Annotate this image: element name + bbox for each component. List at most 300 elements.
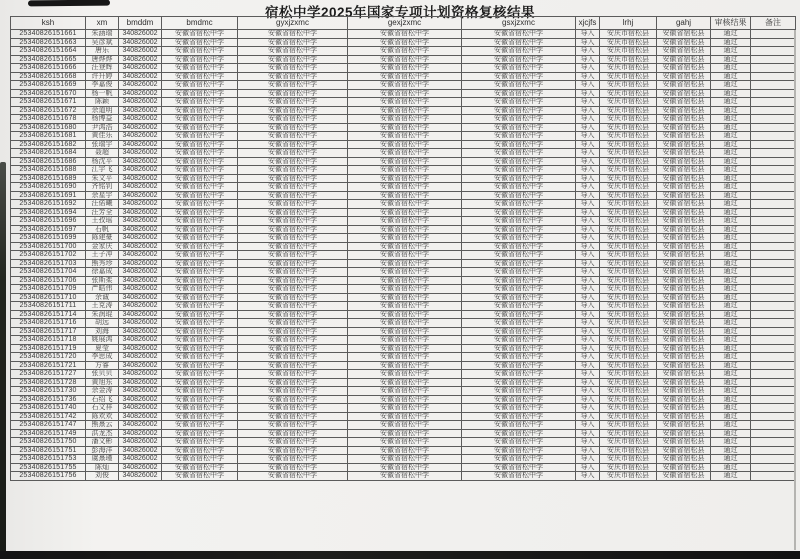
cell-ksh: 25340826151756 <box>11 472 86 481</box>
cell-gyxjzxmc: 安徽省宿松中学 <box>238 225 348 234</box>
cell-gsxjzxmc: 安徽省宿松中学 <box>462 140 576 149</box>
cell-bmdmc: 安徽省宿松中学 <box>162 429 238 438</box>
cell-xjcjfs: 导入 <box>576 361 600 370</box>
cell-xjcjfs: 导入 <box>576 200 600 209</box>
scan-right-edge-line <box>794 30 796 550</box>
cell-bmddm: 340826002 <box>119 81 162 90</box>
scan-bottom-edge-artifact <box>0 551 800 559</box>
cell-gahj: 安徽省宿松县 <box>657 276 711 285</box>
cell-gyxjzxmc: 安徽省宿松中学 <box>238 217 348 226</box>
cell-bmdmc: 安徽省宿松中学 <box>162 336 238 345</box>
table-row <box>11 251 796 260</box>
cell-lrhj: 安庆市宿松县 <box>600 217 657 226</box>
cell-shjg: 通过 <box>711 38 751 47</box>
cell-xm: 姚展鸿 <box>86 336 119 345</box>
cell-lrhj: 安庆市宿松县 <box>600 395 657 404</box>
cell-gahj: 安徽省宿松县 <box>657 327 711 336</box>
cell-gsxjzxmc: 安徽省宿松中学 <box>462 123 576 132</box>
cell-gyxjzxmc: 安徽省宿松中学 <box>238 421 348 430</box>
cell-gyxjzxmc: 安徽省宿松中学 <box>238 234 348 243</box>
cell-bmdmc: 安徽省宿松中学 <box>162 30 238 39</box>
cell-bz <box>751 370 796 379</box>
cell-xjcjfs: 导入 <box>576 327 600 336</box>
cell-gahj: 安徽省宿松县 <box>657 412 711 421</box>
cell-ksh: 25340826151678 <box>11 115 86 124</box>
cell-ksh: 25340826151719 <box>11 344 86 353</box>
table-row <box>11 89 796 98</box>
cell-bmdmc: 安徽省宿松中学 <box>162 412 238 421</box>
column-header-xjcjfs: xjcjfs <box>576 17 600 30</box>
cell-gsxjzxmc: 安徽省宿松中学 <box>462 421 576 430</box>
cell-gexjzxmc: 安徽省宿松中学 <box>348 412 462 421</box>
cell-lrhj: 安庆市宿松县 <box>600 157 657 166</box>
cell-bz <box>751 166 796 175</box>
cell-gyxjzxmc: 安徽省宿松中学 <box>238 429 348 438</box>
cell-bmddm: 340826002 <box>119 98 162 107</box>
cell-lrhj: 安庆市宿松县 <box>600 64 657 73</box>
cell-ksh: 25340826151663 <box>11 38 86 47</box>
cell-ksh: 25340826151755 <box>11 463 86 472</box>
cell-bmddm: 340826002 <box>119 251 162 260</box>
cell-ksh: 25340826151692 <box>11 200 86 209</box>
cell-xjcjfs: 导入 <box>576 378 600 387</box>
column-header-shjg: 审核结果 <box>711 17 751 30</box>
column-header-gexjzxmc: gexjzxmc <box>348 17 462 30</box>
cell-gexjzxmc: 安徽省宿松中学 <box>348 421 462 430</box>
cell-gexjzxmc: 安徽省宿松中学 <box>348 336 462 345</box>
cell-gsxjzxmc: 安徽省宿松中学 <box>462 132 576 141</box>
cell-gyxjzxmc: 安徽省宿松中学 <box>238 81 348 90</box>
cell-xjcjfs: 导入 <box>576 89 600 98</box>
cell-lrhj: 安庆市宿松县 <box>600 302 657 311</box>
cell-ksh: 25340826151680 <box>11 123 86 132</box>
cell-bmddm: 340826002 <box>119 268 162 277</box>
table-row <box>11 72 796 81</box>
cell-xjcjfs: 导入 <box>576 438 600 447</box>
cell-gexjzxmc: 安徽省宿松中学 <box>348 123 462 132</box>
cell-gahj: 安徽省宿松县 <box>657 72 711 81</box>
table-row <box>11 174 796 183</box>
cell-gsxjzxmc: 安徽省宿松中学 <box>462 268 576 277</box>
cell-gahj: 安徽省宿松县 <box>657 438 711 447</box>
table-row <box>11 285 796 294</box>
cell-lrhj: 安庆市宿松县 <box>600 149 657 158</box>
cell-lrhj: 安庆市宿松县 <box>600 404 657 413</box>
cell-shjg: 通过 <box>711 55 751 64</box>
scan-smudge-artifact <box>28 0 110 6</box>
cell-bmdmc: 安徽省宿松中学 <box>162 157 238 166</box>
cell-ksh: 25340826151749 <box>11 429 86 438</box>
cell-gahj: 安徽省宿松县 <box>657 38 711 47</box>
cell-xm: 刘海 <box>86 327 119 336</box>
cell-ksh: 25340826151696 <box>11 217 86 226</box>
cell-gahj: 安徽省宿松县 <box>657 378 711 387</box>
cell-xm: 杨沈平 <box>86 157 119 166</box>
cell-gexjzxmc: 安徽省宿松中学 <box>348 106 462 115</box>
cell-bz <box>751 89 796 98</box>
cell-bmddm: 340826002 <box>119 234 162 243</box>
cell-gexjzxmc: 安徽省宿松中学 <box>348 47 462 56</box>
cell-xm: 许升婷 <box>86 72 119 81</box>
cell-bmdmc: 安徽省宿松中学 <box>162 268 238 277</box>
cell-gyxjzxmc: 安徽省宿松中学 <box>238 463 348 472</box>
cell-lrhj: 安庆市宿松县 <box>600 344 657 353</box>
cell-xjcjfs: 导入 <box>576 98 600 107</box>
cell-bz <box>751 81 796 90</box>
cell-ksh: 25340826151717 <box>11 327 86 336</box>
cell-xm: 余道明 <box>86 106 119 115</box>
cell-bmdmc: 安徽省宿松中学 <box>162 302 238 311</box>
cell-ksh: 25340826151747 <box>11 421 86 430</box>
table-row <box>11 412 796 421</box>
cell-gahj: 安徽省宿松县 <box>657 429 711 438</box>
cell-xjcjfs: 导入 <box>576 174 600 183</box>
cell-xjcjfs: 导入 <box>576 106 600 115</box>
cell-shjg: 通过 <box>711 234 751 243</box>
cell-gsxjzxmc: 安徽省宿松中学 <box>462 319 576 328</box>
cell-xm: 李嘉俊 <box>86 81 119 90</box>
cell-gahj: 安徽省宿松县 <box>657 302 711 311</box>
cell-bmdmc: 安徽省宿松中学 <box>162 463 238 472</box>
cell-gsxjzxmc: 安徽省宿松中学 <box>462 64 576 73</box>
cell-bmddm: 340826002 <box>119 361 162 370</box>
cell-bmddm: 340826002 <box>119 89 162 98</box>
cell-bz <box>751 463 796 472</box>
cell-xjcjfs: 导入 <box>576 191 600 200</box>
cell-bmddm: 340826002 <box>119 259 162 268</box>
cell-bmddm: 340826002 <box>119 123 162 132</box>
cell-gyxjzxmc: 安徽省宿松中学 <box>238 157 348 166</box>
cell-xm: 尹鸿浩 <box>86 123 119 132</box>
cell-bmdmc: 安徽省宿松中学 <box>162 404 238 413</box>
cell-ksh: 25340826151714 <box>11 310 86 319</box>
cell-xjcjfs: 导入 <box>576 157 600 166</box>
cell-xm: 陈灿 <box>86 463 119 472</box>
cell-xm: 潘文彬 <box>86 438 119 447</box>
cell-bmdmc: 安徽省宿松中学 <box>162 378 238 387</box>
cell-lrhj: 安庆市宿松县 <box>600 455 657 464</box>
cell-lrhj: 安庆市宿松县 <box>600 81 657 90</box>
cell-bz <box>751 268 796 277</box>
cell-ksh: 25340826151704 <box>11 268 86 277</box>
cell-bmdmc: 安徽省宿松中学 <box>162 242 238 251</box>
cell-gsxjzxmc: 安徽省宿松中学 <box>462 166 576 175</box>
cell-ksh: 25340826151681 <box>11 132 86 141</box>
cell-gsxjzxmc: 安徽省宿松中学 <box>462 378 576 387</box>
table-row <box>11 378 796 387</box>
cell-bz <box>751 361 796 370</box>
cell-gsxjzxmc: 安徽省宿松中学 <box>462 446 576 455</box>
cell-gexjzxmc: 安徽省宿松中学 <box>348 268 462 277</box>
table-row <box>11 64 796 73</box>
cell-gyxjzxmc: 安徽省宿松中学 <box>238 387 348 396</box>
page-title: 宿松中学2025年国家专项计划资格复核结果 <box>264 5 536 20</box>
cell-bmddm: 340826002 <box>119 72 162 81</box>
cell-ksh: 25340826151740 <box>11 404 86 413</box>
cell-bmddm: 340826002 <box>119 412 162 421</box>
cell-xm: 陈建豪 <box>86 234 119 243</box>
cell-gexjzxmc: 安徽省宿松中学 <box>348 285 462 294</box>
cell-ksh: 25340826151720 <box>11 353 86 362</box>
cell-gsxjzxmc: 安徽省宿松中学 <box>462 429 576 438</box>
cell-lrhj: 安庆市宿松县 <box>600 191 657 200</box>
cell-bz <box>751 336 796 345</box>
cell-lrhj: 安庆市宿松县 <box>600 438 657 447</box>
table-row <box>11 438 796 447</box>
cell-bmddm: 340826002 <box>119 310 162 319</box>
cell-shjg: 通过 <box>711 123 751 132</box>
cell-gahj: 安徽省宿松县 <box>657 353 711 362</box>
cell-bz <box>751 225 796 234</box>
cell-bz <box>751 293 796 302</box>
cell-bmddm: 340826002 <box>119 276 162 285</box>
cell-gyxjzxmc: 安徽省宿松中学 <box>238 64 348 73</box>
cell-gsxjzxmc: 安徽省宿松中学 <box>462 259 576 268</box>
column-header-ksh: ksh <box>11 17 86 30</box>
cell-gyxjzxmc: 安徽省宿松中学 <box>238 276 348 285</box>
cell-xjcjfs: 导入 <box>576 310 600 319</box>
cell-xjcjfs: 导入 <box>576 123 600 132</box>
cell-gyxjzxmc: 安徽省宿松中学 <box>238 344 348 353</box>
cell-gyxjzxmc: 安徽省宿松中学 <box>238 404 348 413</box>
cell-gahj: 安徽省宿松县 <box>657 251 711 260</box>
table-row <box>11 370 796 379</box>
cell-gahj: 安徽省宿松县 <box>657 387 711 396</box>
cell-gahj: 安徽省宿松县 <box>657 421 711 430</box>
cell-xjcjfs: 导入 <box>576 370 600 379</box>
cell-bz <box>751 208 796 217</box>
table-row <box>11 242 796 251</box>
cell-gexjzxmc: 安徽省宿松中学 <box>348 174 462 183</box>
cell-gyxjzxmc: 安徽省宿松中学 <box>238 259 348 268</box>
cell-xjcjfs: 导入 <box>576 404 600 413</box>
cell-bmddm: 340826002 <box>119 191 162 200</box>
cell-gyxjzxmc: 安徽省宿松中学 <box>238 455 348 464</box>
cell-bmddm: 340826002 <box>119 149 162 158</box>
cell-bmdmc: 安徽省宿松中学 <box>162 38 238 47</box>
cell-bz <box>751 353 796 362</box>
cell-gsxjzxmc: 安徽省宿松中学 <box>462 234 576 243</box>
cell-xjcjfs: 导入 <box>576 166 600 175</box>
cell-gsxjzxmc: 安徽省宿松中学 <box>462 191 576 200</box>
cell-bmdmc: 安徽省宿松中学 <box>162 47 238 56</box>
cell-bmdmc: 安徽省宿松中学 <box>162 217 238 226</box>
cell-bmdmc: 安徽省宿松中学 <box>162 344 238 353</box>
cell-shjg: 通过 <box>711 217 751 226</box>
cell-bmddm: 340826002 <box>119 217 162 226</box>
cell-gyxjzxmc: 安徽省宿松中学 <box>238 353 348 362</box>
table-row <box>11 446 796 455</box>
cell-gsxjzxmc: 安徽省宿松中学 <box>462 225 576 234</box>
cell-bmdmc: 安徽省宿松中学 <box>162 446 238 455</box>
cell-shjg: 通过 <box>711 47 751 56</box>
cell-gahj: 安徽省宿松县 <box>657 183 711 192</box>
cell-gahj: 安徽省宿松县 <box>657 81 711 90</box>
cell-gsxjzxmc: 安徽省宿松中学 <box>462 72 576 81</box>
cell-gahj: 安徽省宿松县 <box>657 89 711 98</box>
cell-gahj: 安徽省宿松县 <box>657 157 711 166</box>
cell-bz <box>751 217 796 226</box>
cell-gyxjzxmc: 安徽省宿松中学 <box>238 293 348 302</box>
cell-lrhj: 安庆市宿松县 <box>600 293 657 302</box>
cell-xm: 唐烨烨 <box>86 55 119 64</box>
cell-bmdmc: 安徽省宿松中学 <box>162 421 238 430</box>
cell-bz <box>751 472 796 481</box>
cell-gexjzxmc: 安徽省宿松中学 <box>348 115 462 124</box>
cell-ksh: 25340826151682 <box>11 140 86 149</box>
cell-shjg: 通过 <box>711 251 751 260</box>
cell-gyxjzxmc: 安徽省宿松中学 <box>238 174 348 183</box>
cell-bz <box>751 191 796 200</box>
cell-gsxjzxmc: 安徽省宿松中学 <box>462 217 576 226</box>
cell-xjcjfs: 导入 <box>576 285 600 294</box>
cell-shjg: 通过 <box>711 106 751 115</box>
table-row <box>11 395 796 404</box>
cell-shjg: 通过 <box>711 285 751 294</box>
cell-gahj: 安徽省宿松县 <box>657 395 711 404</box>
cell-xm: 洪龙杰 <box>86 429 119 438</box>
cell-gsxjzxmc: 安徽省宿松中学 <box>462 361 576 370</box>
table-row <box>11 472 796 481</box>
cell-bmddm: 340826002 <box>119 225 162 234</box>
cell-xm: 江宇飞 <box>86 166 119 175</box>
table-row <box>11 140 796 149</box>
cell-ksh: 25340826151661 <box>11 30 86 39</box>
cell-gyxjzxmc: 安徽省宿松中学 <box>238 378 348 387</box>
cell-shjg: 通过 <box>711 353 751 362</box>
cell-gyxjzxmc: 安徽省宿松中学 <box>238 191 348 200</box>
cell-lrhj: 安庆市宿松县 <box>600 310 657 319</box>
cell-xjcjfs: 导入 <box>576 336 600 345</box>
cell-shjg: 通过 <box>711 446 751 455</box>
cell-xjcjfs: 导入 <box>576 259 600 268</box>
cell-gyxjzxmc: 安徽省宿松中学 <box>238 132 348 141</box>
cell-xm: 汪偌曦 <box>86 200 119 209</box>
cell-gyxjzxmc: 安徽省宿松中学 <box>238 47 348 56</box>
cell-shjg: 通过 <box>711 319 751 328</box>
cell-gexjzxmc: 安徽省宿松中学 <box>348 319 462 328</box>
cell-shjg: 通过 <box>711 259 751 268</box>
cell-bmddm: 340826002 <box>119 200 162 209</box>
cell-xjcjfs: 导入 <box>576 64 600 73</box>
table-row <box>11 268 796 277</box>
cell-xm: 陈欢欢 <box>86 412 119 421</box>
cell-bz <box>751 183 796 192</box>
cell-bmdmc: 安徽省宿松中学 <box>162 64 238 73</box>
cell-ksh: 25340826151751 <box>11 446 86 455</box>
cell-gahj: 安徽省宿松县 <box>657 123 711 132</box>
cell-xjcjfs: 导入 <box>576 353 600 362</box>
cell-gsxjzxmc: 安徽省宿松中学 <box>462 115 576 124</box>
cell-xm: 朱涵瑞 <box>86 30 119 39</box>
cell-xjcjfs: 导入 <box>576 276 600 285</box>
cell-gsxjzxmc: 安徽省宿松中学 <box>462 438 576 447</box>
cell-xm: 方睿 <box>86 361 119 370</box>
cell-shjg: 通过 <box>711 200 751 209</box>
cell-shjg: 通过 <box>711 276 751 285</box>
cell-shjg: 通过 <box>711 140 751 149</box>
cell-xm: 王子冲 <box>86 251 119 260</box>
cell-ksh: 25340826151716 <box>11 319 86 328</box>
cell-lrhj: 安庆市宿松县 <box>600 421 657 430</box>
cell-bz <box>751 319 796 328</box>
cell-ksh: 25340826151742 <box>11 412 86 421</box>
cell-xm: 齐铭钊 <box>86 183 119 192</box>
cell-xjcjfs: 导入 <box>576 81 600 90</box>
cell-xm: 虞熹瑾 <box>86 455 119 464</box>
cell-bz <box>751 64 796 73</box>
column-header-bmdmc: bmdmc <box>162 17 238 30</box>
cell-xjcjfs: 导入 <box>576 302 600 311</box>
cell-bmddm: 340826002 <box>119 378 162 387</box>
table-row <box>11 183 796 192</box>
cell-lrhj: 安庆市宿松县 <box>600 123 657 132</box>
cell-gahj: 安徽省宿松县 <box>657 463 711 472</box>
cell-gyxjzxmc: 安徽省宿松中学 <box>238 106 348 115</box>
cell-xm: 彭海洋 <box>86 446 119 455</box>
cell-gexjzxmc: 安徽省宿松中学 <box>348 72 462 81</box>
cell-gahj: 安徽省宿松县 <box>657 370 711 379</box>
cell-gexjzxmc: 安徽省宿松中学 <box>348 429 462 438</box>
cell-bmddm: 340826002 <box>119 38 162 47</box>
cell-shjg: 通过 <box>711 115 751 124</box>
cell-bmdmc: 安徽省宿松中学 <box>162 293 238 302</box>
cell-bz <box>751 310 796 319</box>
cell-shjg: 通过 <box>711 412 751 421</box>
cell-gahj: 安徽省宿松县 <box>657 166 711 175</box>
cell-gsxjzxmc: 安徽省宿松中学 <box>462 149 576 158</box>
cell-gsxjzxmc: 安徽省宿松中学 <box>462 242 576 251</box>
table-row <box>11 276 796 285</box>
cell-bmdmc: 安徽省宿松中学 <box>162 438 238 447</box>
cell-lrhj: 安庆市宿松县 <box>600 98 657 107</box>
table-row <box>11 132 796 141</box>
cell-shjg: 通过 <box>711 378 751 387</box>
cell-gsxjzxmc: 安徽省宿松中学 <box>462 157 576 166</box>
table-row <box>11 404 796 413</box>
cell-gsxjzxmc: 安徽省宿松中学 <box>462 302 576 311</box>
cell-ksh: 25340826151718 <box>11 336 86 345</box>
cell-gexjzxmc: 安徽省宿松中学 <box>348 387 462 396</box>
cell-gsxjzxmc: 安徽省宿松中学 <box>462 455 576 464</box>
cell-gexjzxmc: 安徽省宿松中学 <box>348 455 462 464</box>
cell-ksh: 25340826151721 <box>11 361 86 370</box>
cell-gyxjzxmc: 安徽省宿松中学 <box>238 123 348 132</box>
cell-bz <box>751 395 796 404</box>
cell-bmddm: 340826002 <box>119 140 162 149</box>
cell-xm: 陈颖 <box>86 98 119 107</box>
cell-bmdmc: 安徽省宿松中学 <box>162 387 238 396</box>
cell-ksh: 25340826151711 <box>11 302 86 311</box>
cell-bmdmc: 安徽省宿松中学 <box>162 395 238 404</box>
cell-gsxjzxmc: 安徽省宿松中学 <box>462 472 576 481</box>
column-header-gyxjzxmc: gyxjzxmc <box>238 17 348 30</box>
cell-bz <box>751 115 796 124</box>
cell-gyxjzxmc: 安徽省宿松中学 <box>238 446 348 455</box>
cell-ksh: 25340826151690 <box>11 183 86 192</box>
cell-gexjzxmc: 安徽省宿松中学 <box>348 208 462 217</box>
table-row <box>11 200 796 209</box>
cell-lrhj: 安庆市宿松县 <box>600 225 657 234</box>
cell-gexjzxmc: 安徽省宿松中学 <box>348 183 462 192</box>
cell-lrhj: 安庆市宿松县 <box>600 140 657 149</box>
cell-ksh: 25340826151702 <box>11 251 86 260</box>
table-row <box>11 149 796 158</box>
cell-bz <box>751 47 796 56</box>
cell-lrhj: 安庆市宿松县 <box>600 55 657 64</box>
cell-xm: 唐乐 <box>86 47 119 56</box>
cell-bz <box>751 123 796 132</box>
